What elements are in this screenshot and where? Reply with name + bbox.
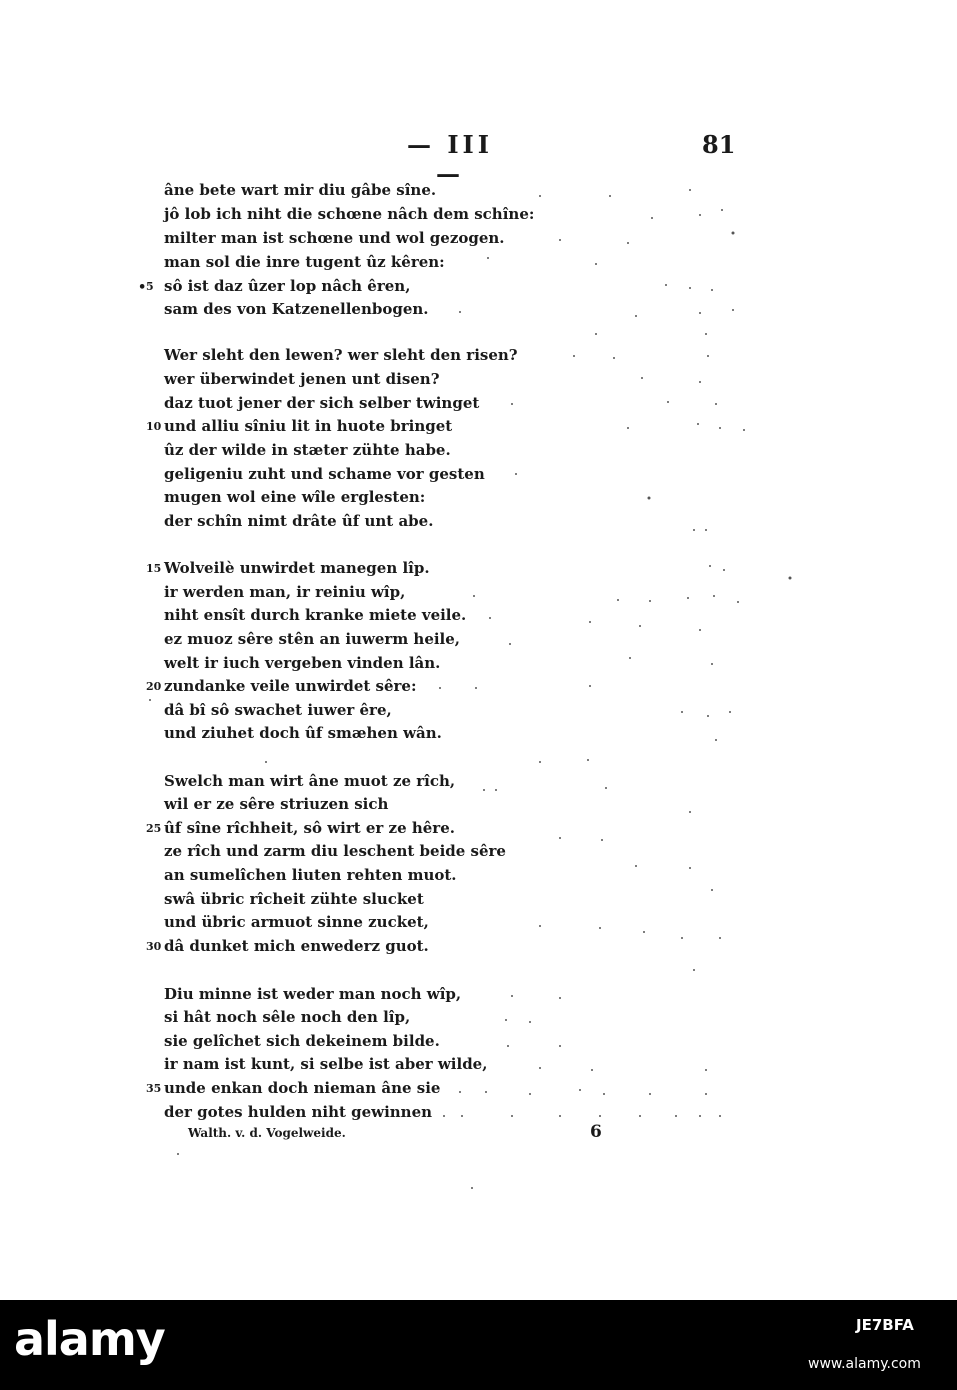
line-number: 30	[146, 940, 162, 953]
line-number: 10	[146, 420, 162, 433]
section-header: — III —	[406, 130, 494, 188]
line-number: 20	[146, 680, 162, 693]
verse-line: geligeniu zuht und schame vor gesten	[164, 465, 485, 483]
line-number: 5	[146, 280, 154, 293]
verse-line: Swelch man wirt âne muot ze rîch,	[164, 772, 456, 790]
signature-number: 6	[590, 1122, 602, 1142]
verse-line: si hât noch sêle noch den lîp,	[164, 1008, 411, 1026]
verse-line: Diu minne ist weder man noch wîp,	[164, 985, 462, 1003]
verse-line: zundanke veile unwirdet sêre:	[164, 677, 417, 695]
verse-line: sie gelîchet sich dekeinem bilde.	[164, 1032, 440, 1050]
verse-line: an sumelîchen liuten rehten muot.	[164, 866, 457, 884]
verse-line: mugen wol eine wîle erglesten:	[164, 488, 426, 506]
verse-line: welt ir iuch vergeben vinden lân.	[164, 654, 441, 672]
verse-line: Wer sleht den lewen? wer sleht den risen?	[164, 346, 518, 364]
verse-line: jô lob ich niht die schœne nâch dem schîne:	[164, 205, 535, 223]
verse-line: dâ bî sô swachet iuwer êre,	[164, 701, 392, 719]
verse-line: Wolveilè unwirdet manegen lîp.	[164, 559, 430, 577]
verse-line: und ziuhet doch ûf smæhen wân.	[164, 724, 442, 742]
verse-line: ir nam ist kunt, si selbe ist aber wilde,	[164, 1055, 488, 1073]
signature-line: Walth. v. d. Vogelweide.	[188, 1126, 346, 1140]
verse-line: wil er ze sêre striuzen sich	[164, 795, 389, 813]
verse-line: sô ist daz ûzer lop nâch êren,	[164, 277, 411, 295]
margin-marker: •	[138, 280, 147, 295]
line-number: 35	[146, 1082, 162, 1095]
verse-line: sam des von Katzenellenbogen.	[164, 300, 429, 318]
verse-line: ir werden man, ir reiniu wîp,	[164, 583, 406, 601]
image-id: JE7BFA	[856, 1316, 914, 1334]
verse-line: ûf sîne rîchheit, sô wirt er ze hêre.	[164, 819, 455, 837]
verse-line: der gotes hulden niht gewinnen	[164, 1103, 433, 1121]
verse-line: swâ übric rîcheit zühte slucket	[164, 890, 424, 908]
verse-line: und alliu sîniu lit in huote bringet	[164, 417, 453, 435]
page-number: 81	[702, 130, 736, 159]
verse-line: niht ensît durch kranke miete veile.	[164, 606, 467, 624]
verse-line: ûz der wilde in stæter zühte habe.	[164, 441, 451, 459]
verse-line: man sol die inre tugent ûz kêren:	[164, 253, 445, 271]
verse-line: und übric armuot sinne zucket,	[164, 913, 429, 931]
verse-line: ez muoz sêre stên an iuwerm heile,	[164, 630, 461, 648]
verse-line: wer überwindet jenen unt disen?	[164, 370, 440, 388]
verse-line: ze rîch und zarm diu leschent beide sêre	[164, 842, 506, 860]
verse-line: âne bete wart mir diu gâbe sîne.	[164, 181, 437, 199]
line-number: 25	[146, 822, 162, 835]
verse-line: unde enkan doch nieman âne sie	[164, 1079, 441, 1097]
line-number: 15	[146, 562, 162, 575]
verse-line: milter man ist schœne und wol gezogen.	[164, 229, 505, 247]
watermark-logo: alamy	[14, 1312, 165, 1366]
verse-line: der schîn nimt drâte ûf unt abe.	[164, 512, 434, 530]
watermark-site: www.alamy.com	[808, 1356, 921, 1372]
verse-line: daz tuot jener der sich selber twinget	[164, 394, 480, 412]
verse-line: dâ dunket mich enwederz guot.	[164, 937, 429, 955]
